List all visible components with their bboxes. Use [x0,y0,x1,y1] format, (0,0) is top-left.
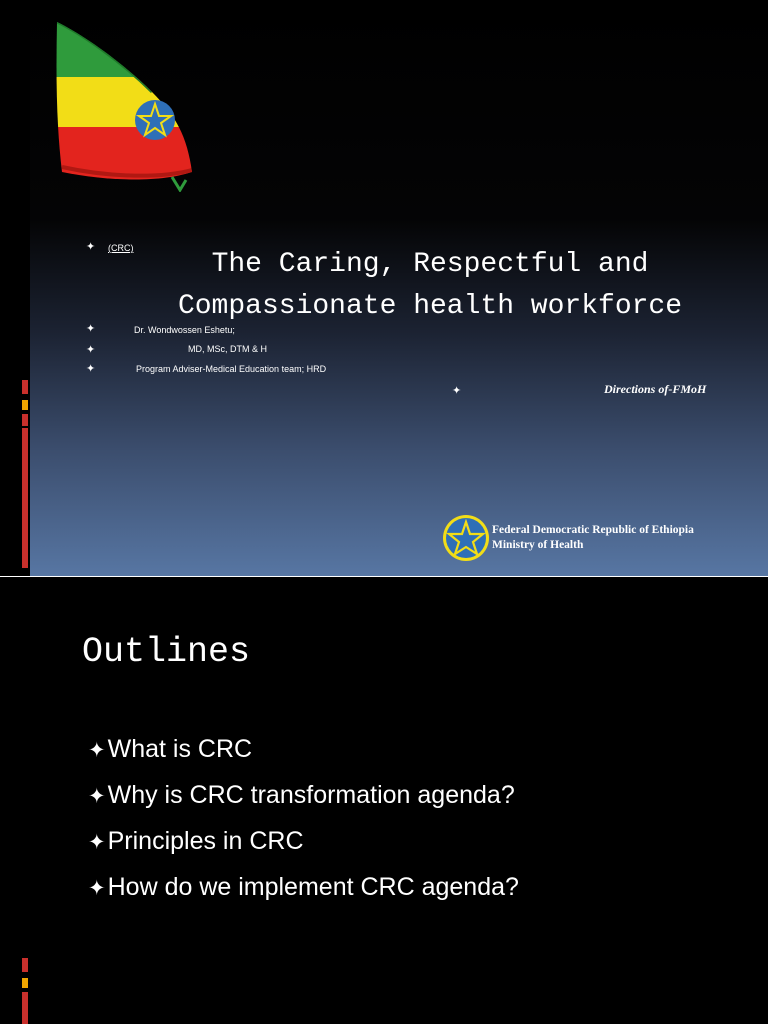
author-degrees: MD, MSc, DTM & H [188,344,267,354]
title-line-1: The Caring, Respectful and [211,249,649,280]
list-item [88,873,519,902]
bullet-star-icon: ✦ [86,241,96,253]
org-line-2: Ministry of Health [492,539,584,551]
directions-text: Directions of-FMoH [604,382,707,396]
list-item [88,735,252,764]
list-item-text: Principles in CRC [107,827,304,855]
bullet-star-icon: ✦ [86,323,96,335]
slide-title: Outlines [82,632,251,672]
accent-bars [22,428,28,568]
bullet-star-icon: ✦ [88,739,106,762]
list-item-text: What is CRC [107,735,253,763]
bullet-star-icon: ✦ [86,344,96,356]
bullet-star-icon: ✦ [88,785,106,808]
author-name: Dr. Wondwossen Eshetu; [134,325,235,335]
list-item [88,781,515,810]
ministry-name [492,523,694,553]
bullet-star-icon: ✦ [452,385,462,397]
bullet-star-icon: ✦ [88,877,106,900]
crc-tag: (CRC) [108,243,134,253]
list-item-text: How do we implement CRC agenda? [107,873,519,901]
org-line-1: Federal Democratic Republic of Ethiopia [492,524,694,536]
title-slide [30,0,768,576]
list-item-text: Why is CRC transformation agenda? [107,781,515,809]
slide-title [90,244,768,328]
ministry-emblem-icon [442,514,490,562]
author-role: Program Adviser-Medical Education team; HRD [136,364,327,374]
accent-bars [22,380,28,426]
outline-slide [30,577,768,1024]
bullet-star-icon: ✦ [86,363,96,375]
accent-bars [22,958,28,1024]
title-line-2: Compassionate health workforce [177,291,683,322]
bullet-star-icon: ✦ [88,831,106,854]
ethiopian-flag [52,22,202,192]
list-item [88,827,304,856]
